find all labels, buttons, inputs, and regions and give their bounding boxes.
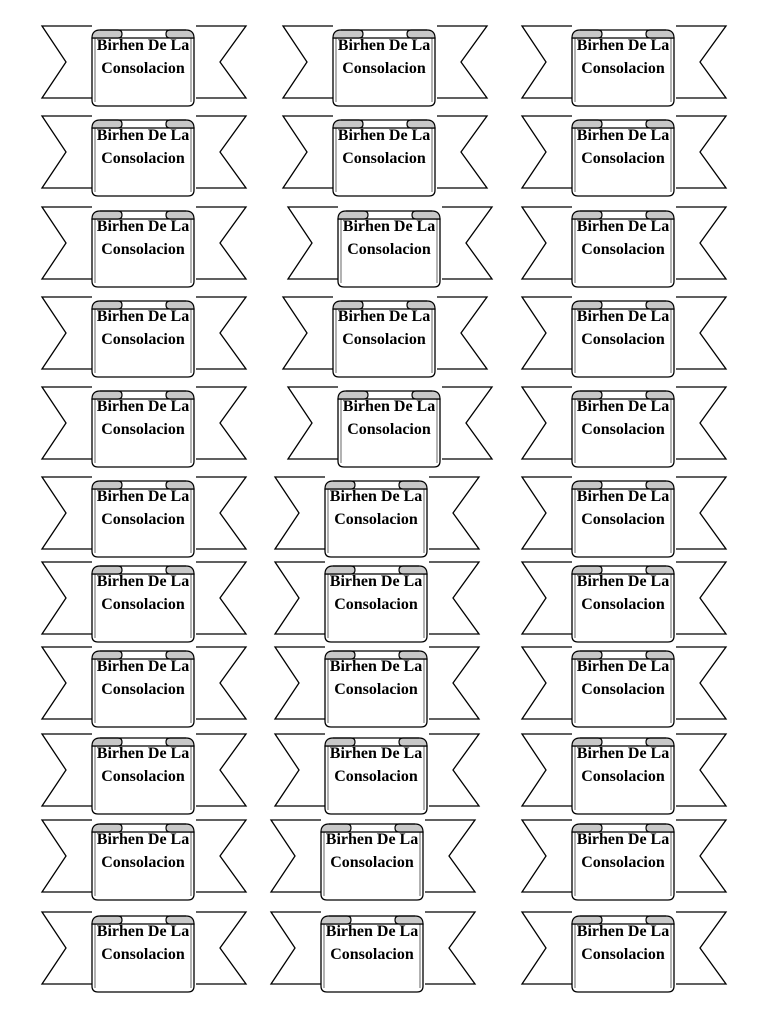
ribbon-left-tail bbox=[275, 647, 325, 719]
ribbon-left-tail bbox=[522, 26, 572, 98]
label-text: Birhen De La Consolacion bbox=[337, 37, 431, 77]
label-banner bbox=[40, 475, 248, 559]
ribbon-left-tail bbox=[42, 387, 92, 459]
label-banner bbox=[520, 818, 728, 902]
label-banner bbox=[40, 560, 248, 644]
ribbon-left-tail bbox=[522, 477, 572, 549]
ribbon-right-tail bbox=[429, 562, 479, 634]
ribbon-left-tail bbox=[42, 734, 92, 806]
ribbon-right-tail bbox=[676, 477, 726, 549]
label-text: Birhen De La Consolacion bbox=[576, 923, 670, 963]
ribbon-left-tail bbox=[42, 820, 92, 892]
ribbon-right-tail bbox=[676, 562, 726, 634]
label-text: Birhen De La Consolacion bbox=[576, 745, 670, 785]
ribbon-right-tail bbox=[442, 207, 492, 279]
label-banner bbox=[286, 205, 494, 289]
label-text: Birhen De La Consolacion bbox=[96, 127, 190, 167]
ribbon-right-tail bbox=[196, 912, 246, 984]
ribbon-right-tail bbox=[425, 820, 475, 892]
ribbon-left-tail bbox=[283, 26, 333, 98]
label-text: Birhen De La Consolacion bbox=[329, 488, 423, 528]
ribbon-right-tail bbox=[676, 387, 726, 459]
label-banner bbox=[40, 205, 248, 289]
ribbon-left-tail bbox=[288, 207, 338, 279]
label-text: Birhen De La Consolacion bbox=[576, 831, 670, 871]
ribbon-right-tail bbox=[676, 207, 726, 279]
label-banner bbox=[520, 24, 728, 108]
label-text: Birhen De La Consolacion bbox=[329, 745, 423, 785]
label-banner bbox=[520, 560, 728, 644]
ribbon-right-tail bbox=[429, 647, 479, 719]
label-banner bbox=[273, 645, 481, 729]
ribbon-right-tail bbox=[676, 116, 726, 188]
ribbon-left-tail bbox=[275, 734, 325, 806]
label-text: Birhen De La Consolacion bbox=[329, 658, 423, 698]
ribbon-left-tail bbox=[522, 647, 572, 719]
label-banner bbox=[281, 24, 489, 108]
label-banner bbox=[520, 732, 728, 816]
label-banner bbox=[40, 385, 248, 469]
ribbon-right-tail bbox=[196, 387, 246, 459]
ribbon-right-tail bbox=[676, 912, 726, 984]
label-banner bbox=[520, 114, 728, 198]
label-text: Birhen De La Consolacion bbox=[96, 831, 190, 871]
label-banner bbox=[520, 385, 728, 469]
ribbon-right-tail bbox=[437, 26, 487, 98]
ribbon-left-tail bbox=[522, 297, 572, 369]
ribbon-left-tail bbox=[283, 297, 333, 369]
label-text: Birhen De La Consolacion bbox=[576, 398, 670, 438]
ribbon-right-tail bbox=[196, 477, 246, 549]
ribbon-left-tail bbox=[42, 647, 92, 719]
ribbon-left-tail bbox=[283, 116, 333, 188]
label-text: Birhen De La Consolacion bbox=[576, 658, 670, 698]
ribbon-left-tail bbox=[275, 477, 325, 549]
ribbon-left-tail bbox=[522, 116, 572, 188]
label-text: Birhen De La Consolacion bbox=[576, 218, 670, 258]
ribbon-right-tail bbox=[196, 562, 246, 634]
label-text: Birhen De La Consolacion bbox=[96, 218, 190, 258]
label-banner bbox=[520, 475, 728, 559]
ribbon-right-tail bbox=[676, 820, 726, 892]
label-text: Birhen De La Consolacion bbox=[576, 488, 670, 528]
ribbon-left-tail bbox=[42, 116, 92, 188]
ribbon-right-tail bbox=[196, 207, 246, 279]
label-banner bbox=[40, 24, 248, 108]
ribbon-right-tail bbox=[425, 912, 475, 984]
ribbon-right-tail bbox=[196, 116, 246, 188]
label-text: Birhen De La Consolacion bbox=[342, 398, 436, 438]
label-text: Birhen De La Consolacion bbox=[576, 127, 670, 167]
ribbon-left-tail bbox=[42, 477, 92, 549]
label-text: Birhen De La Consolacion bbox=[96, 398, 190, 438]
ribbon-right-tail bbox=[676, 734, 726, 806]
label-banner bbox=[269, 910, 477, 994]
ribbon-right-tail bbox=[196, 297, 246, 369]
label-banner bbox=[281, 295, 489, 379]
label-banner bbox=[520, 295, 728, 379]
label-text: Birhen De La Consolacion bbox=[96, 745, 190, 785]
label-banner bbox=[273, 732, 481, 816]
label-banner bbox=[273, 475, 481, 559]
label-banner bbox=[281, 114, 489, 198]
ribbon-right-tail bbox=[676, 297, 726, 369]
ribbon-right-tail bbox=[429, 477, 479, 549]
ribbon-right-tail bbox=[429, 734, 479, 806]
label-banner bbox=[269, 818, 477, 902]
ribbon-left-tail bbox=[42, 562, 92, 634]
ribbon-right-tail bbox=[196, 820, 246, 892]
label-text: Birhen De La Consolacion bbox=[342, 218, 436, 258]
label-text: Birhen De La Consolacion bbox=[96, 488, 190, 528]
label-banner bbox=[40, 910, 248, 994]
label-text: Birhen De La Consolacion bbox=[325, 831, 419, 871]
ribbon-left-tail bbox=[42, 912, 92, 984]
ribbon-left-tail bbox=[522, 562, 572, 634]
label-banner bbox=[520, 910, 728, 994]
ribbon-right-tail bbox=[442, 387, 492, 459]
ribbon-left-tail bbox=[275, 562, 325, 634]
ribbon-left-tail bbox=[42, 207, 92, 279]
label-text: Birhen De La Consolacion bbox=[337, 308, 431, 348]
label-text: Birhen De La Consolacion bbox=[576, 573, 670, 613]
label-banner bbox=[40, 295, 248, 379]
ribbon-right-tail bbox=[437, 297, 487, 369]
label-text: Birhen De La Consolacion bbox=[96, 37, 190, 77]
ribbon-right-tail bbox=[196, 734, 246, 806]
label-banner bbox=[40, 818, 248, 902]
ribbon-left-tail bbox=[522, 912, 572, 984]
label-banner bbox=[286, 385, 494, 469]
ribbon-right-tail bbox=[676, 647, 726, 719]
ribbon-right-tail bbox=[196, 26, 246, 98]
label-text: Birhen De La Consolacion bbox=[96, 923, 190, 963]
label-text: Birhen De La Consolacion bbox=[96, 308, 190, 348]
ribbon-left-tail bbox=[42, 26, 92, 98]
label-text: Birhen De La Consolacion bbox=[329, 573, 423, 613]
label-text: Birhen De La Consolacion bbox=[576, 37, 670, 77]
ribbon-left-tail bbox=[522, 387, 572, 459]
label-text: Birhen De La Consolacion bbox=[96, 658, 190, 698]
ribbon-left-tail bbox=[271, 912, 321, 984]
label-banner bbox=[40, 114, 248, 198]
ribbon-right-tail bbox=[196, 647, 246, 719]
label-banner bbox=[40, 732, 248, 816]
ribbon-left-tail bbox=[522, 820, 572, 892]
label-text: Birhen De La Consolacion bbox=[337, 127, 431, 167]
label-text: Birhen De La Consolacion bbox=[576, 308, 670, 348]
ribbon-left-tail bbox=[271, 820, 321, 892]
ribbon-left-tail bbox=[522, 734, 572, 806]
ribbon-left-tail bbox=[522, 207, 572, 279]
label-banner bbox=[520, 645, 728, 729]
ribbon-left-tail bbox=[288, 387, 338, 459]
label-text: Birhen De La Consolacion bbox=[96, 573, 190, 613]
ribbon-right-tail bbox=[437, 116, 487, 188]
label-banner bbox=[520, 205, 728, 289]
label-banner bbox=[40, 645, 248, 729]
ribbon-right-tail bbox=[676, 26, 726, 98]
label-banner bbox=[273, 560, 481, 644]
ribbon-left-tail bbox=[42, 297, 92, 369]
label-text: Birhen De La Consolacion bbox=[325, 923, 419, 963]
